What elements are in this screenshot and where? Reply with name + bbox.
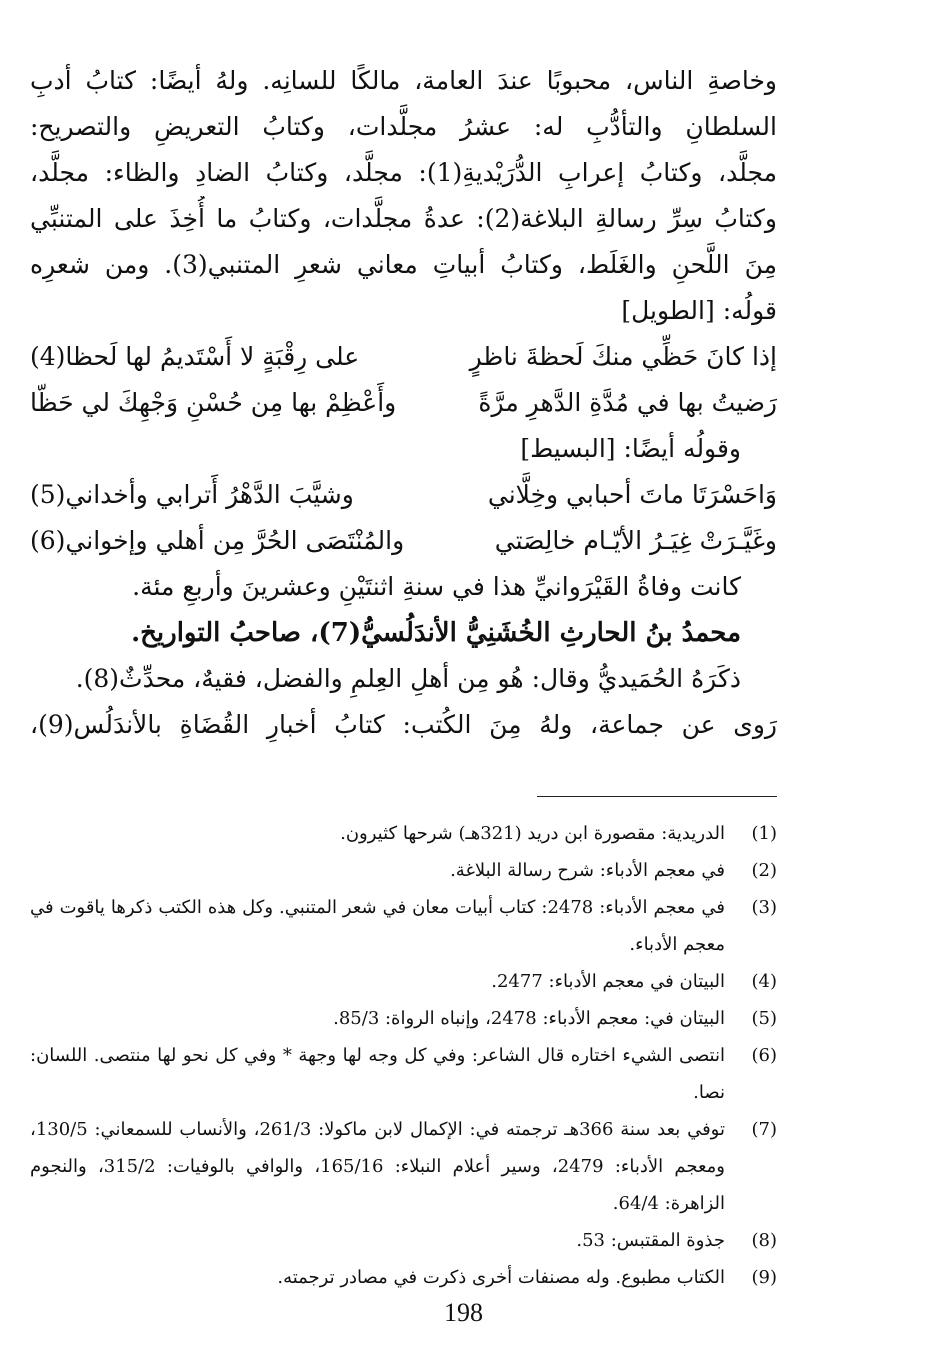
footnote [30, 1111, 777, 1222]
verse-second-hemistich: وشيَّبَ الدَّهْرُ أَترابي وأخداني(5) [30, 480, 354, 509]
verse-first-hemistich: وغَيَّـرَتْ غِيَـرُ الأيّـام خالِصَتي [494, 526, 777, 555]
footnote-text: البيتان في معجم الأدباء: 2477. [491, 971, 725, 992]
body-line: السلطانِ والتأدُّبِ له: عشرُ مجلَّدات، وكتابُ التعريضِ والتصريح: [30, 112, 777, 141]
verse-first-hemistich: وَاحَسْرَتَا ماتَ أحبابي وخِلَّاني [487, 480, 777, 509]
body-line: رَوى عن جماعة، ولهُ مِنَ الكُتب: كتابُ أخبارِ القُضَاةِ بالأندَلُس(9)، [30, 710, 777, 739]
footnote [30, 963, 777, 1000]
verse-first-hemistich: إذا كانَ حَظِّي منكَ لَحظةَ ناظرٍ [469, 342, 777, 371]
entry-heading: محمدُ بنُ الحارثِ الخُشَنِيُّ الأندَلُسيُّ(7)، صاحبُ التواريخ. [131, 618, 741, 648]
footnote [30, 1259, 777, 1296]
footnote-text: جذوة المقتبس: 53. [576, 1230, 725, 1251]
footnote-text: انتصى الشيء اختاره قال الشاعر: وفي كل وجه لها وجهة * وفي كل نحو لها منتصى. اللسان: نصا. [30, 1045, 725, 1103]
footnote-number: (6) [751, 1045, 777, 1066]
verse-line [30, 334, 777, 380]
closing-line: كانت وفاةُ القَيْرَوانيِّ هذا في سنةِ اثنتَيْنِ وعشرينَ وأربعِ مئة. [132, 572, 741, 601]
meter-label: وقولُه أيضًا: [البسيط] [520, 434, 741, 463]
footnote-number: (4) [751, 971, 777, 992]
footnote-text: البيتان في: معجم الأدباء: 2478، وإنباه الرواة: 85/3. [333, 1008, 725, 1029]
page-number: 198 [444, 1298, 483, 1327]
verse-second-hemistich: والمُنْتَصَى الحُرَّ مِن أهلي وإخواني(6) [30, 526, 405, 555]
footnote-text: توفي بعد سنة 366هـ ترجمته في: الإكمال لابن ماكولا: 261/3، والأنساب للسمعاني: 130/5، ومعجم الأدباء: 2479، وسير أعلام النبلاء: 165/16، والوافي بالوفيات: 315/2، والنجوم الزاهرة: 64/4. [30, 1119, 725, 1214]
footnote-text: الدريدية: مقصورة ابن دريد (321هـ) شرحها كثيرون. [340, 823, 725, 844]
verse-line [30, 472, 777, 518]
body-line: مِنَ اللَّحنِ والغَلَط، وكتابُ أبياتِ معاني شعرِ المتنبي(3). ومن شعرِه [30, 250, 777, 279]
footnote [30, 1037, 777, 1111]
verse-line [30, 380, 777, 426]
footnotes [30, 815, 777, 1296]
body-line: وكتابُ سِرِّ رسالةِ البلاغة(2): عدةُ مجلَّدات، وكتابُ ما أُخِذَ على المتنبِّي [30, 204, 777, 233]
body-line: ذكَرَهُ الحُمَيديُّ وقال: هُو مِن أهلِ العِلمِ والفضل، فقيهٌ، محدِّثٌ(8). [75, 664, 741, 693]
body-line: مجلَّد، وكتابُ إعرابِ الدُّرَيْديةِ(1): مجلَّد، وكتابُ الضادِ والظاء: مجلَّد، [30, 158, 777, 187]
footnote-number: (9) [751, 1267, 777, 1288]
footnote-text: الكتاب مطبوع. وله مصنفات أخرى ذكرت في مصادر ترجمته. [277, 1267, 725, 1288]
verse-second-hemistich: وأَعْظِمْ بها مِن حُسْنِ وَجْهِكَ لي حَظّا [30, 388, 397, 417]
footnote [30, 815, 777, 852]
footnote-text: في معجم الأدباء: 2478: كتاب أبيات معان في شعر المتنبي. وكل هذه الكتب ذكرها ياقوت في معجم الأدباء. [30, 897, 725, 955]
footnote [30, 1000, 777, 1037]
footnote-number: (1) [751, 823, 777, 844]
footnote-number: (7) [751, 1119, 777, 1140]
body-line: وخاصةِ الناس، محبوبًا عندَ العامة، مالكًا للسانِه. ولهُ أيضًا: كتابُ أدبِ [30, 66, 777, 95]
main-text [30, 58, 777, 748]
footnote-separator [537, 796, 777, 797]
footnote [30, 1222, 777, 1259]
footnote-number: (2) [751, 860, 777, 881]
footnote-number: (3) [751, 897, 777, 918]
footnote-text: في معجم الأدباء: شرح رسالة البلاغة. [450, 860, 725, 881]
verse-first-hemistich: رَضيتُ بها في مُدَّةِ الدَّهرِ مرَّةً [478, 388, 777, 417]
meter-label: قولُه: [الطويل] [621, 296, 777, 325]
footnote-number: (5) [751, 1008, 777, 1029]
footnote [30, 889, 777, 963]
verse-second-hemistich: على رِقْبَةٍ لا أَسْتَديمُ لها لَحظا(4) [30, 342, 360, 371]
footnote-number: (8) [751, 1230, 777, 1251]
verse-line [30, 518, 777, 564]
footnote [30, 852, 777, 889]
